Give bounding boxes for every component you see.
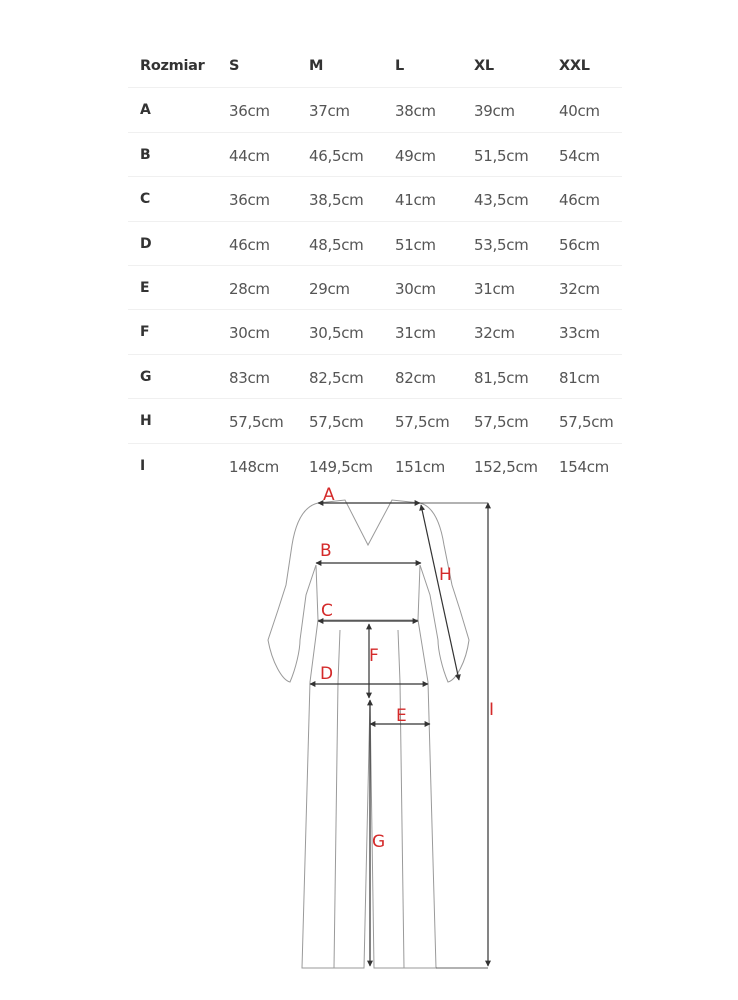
table-cell: 33cm [559,324,600,343]
row-label: E [140,279,150,296]
table-cell: 46cm [229,235,270,254]
table-cell: 49cm [395,146,436,165]
measure-label-a: A [323,485,335,505]
size-table [128,44,622,487]
table-cell: 48,5cm [309,235,364,254]
measurement-lines [310,503,488,968]
table-cell: 36cm [229,102,270,121]
table-row [128,222,622,266]
header-size-l: L [395,58,404,74]
row-label: D [140,235,152,252]
measurement-labels [320,485,494,852]
row-label: A [140,102,151,119]
jumpsuit-measurement-diagram [0,470,738,1000]
table-cell: 57,5cm [474,413,529,432]
table-cell: 57,5cm [309,413,364,432]
measure-label-f: F [369,646,379,666]
table-cell: 81cm [559,368,600,387]
table-cell: 149,5cm [309,457,373,476]
table-row [128,355,622,399]
table-cell: 38,5cm [309,191,364,210]
measure-label-h: H [439,565,452,585]
header-size-m: M [309,58,324,74]
table-row [128,399,622,443]
header-size-xl: XL [474,58,494,74]
table-header-row [128,44,622,88]
measure-label-d: D [320,664,334,684]
table-cell: 51,5cm [474,146,529,165]
measure-label-e: E [396,706,407,726]
table-cell: 54cm [559,146,600,165]
row-label: B [140,146,151,163]
table-cell: 83cm [229,368,270,387]
measure-label-i: I [489,700,495,720]
table-cell: 40cm [559,102,600,121]
table-cell: 51cm [395,235,436,254]
table-cell: 31cm [395,324,436,343]
header-size-xxl: XXL [559,58,590,74]
measure-label-b: B [320,541,332,561]
table-cell: 30cm [395,279,436,298]
table-cell: 57,5cm [559,413,614,432]
table-cell: 82cm [395,368,436,387]
table-cell: 57,5cm [229,413,284,432]
table-row [128,310,622,354]
table-row [128,88,622,132]
table-row [128,133,622,177]
table-cell: 30cm [229,324,270,343]
header-size-s: S [229,58,240,74]
row-label: C [140,191,150,208]
table-cell: 37cm [309,102,350,121]
table-cell: 53,5cm [474,235,529,254]
table-cell: 46,5cm [309,146,364,165]
row-label: F [140,324,150,341]
table-row [128,266,622,310]
table-cell: 31cm [474,279,515,298]
table-cell: 41cm [395,191,436,210]
row-label: I [140,457,145,474]
row-label: G [140,368,152,385]
table-cell: 154cm [559,457,609,476]
table-cell: 82,5cm [309,368,364,387]
table-cell: 44cm [229,146,270,165]
table-cell: 148cm [229,457,279,476]
table-cell: 81,5cm [474,368,529,387]
table-cell: 32cm [474,324,515,343]
header-size-label: Rozmiar [140,58,205,74]
table-cell: 43,5cm [474,191,529,210]
table-cell: 57,5cm [395,413,450,432]
table-cell: 56cm [559,235,600,254]
table-row [128,177,622,221]
measure-label-g: G [372,832,386,852]
table-cell: 38cm [395,102,436,121]
table-cell: 36cm [229,191,270,210]
table-cell: 152,5cm [474,457,538,476]
table-cell: 30,5cm [309,324,364,343]
table-cell: 39cm [474,102,515,121]
measure-label-c: C [321,601,333,621]
table-cell: 29cm [309,279,350,298]
table-cell: 46cm [559,191,600,210]
table-cell: 32cm [559,279,600,298]
table-cell: 28cm [229,279,270,298]
row-label: H [140,413,152,430]
table-cell: 151cm [395,457,445,476]
